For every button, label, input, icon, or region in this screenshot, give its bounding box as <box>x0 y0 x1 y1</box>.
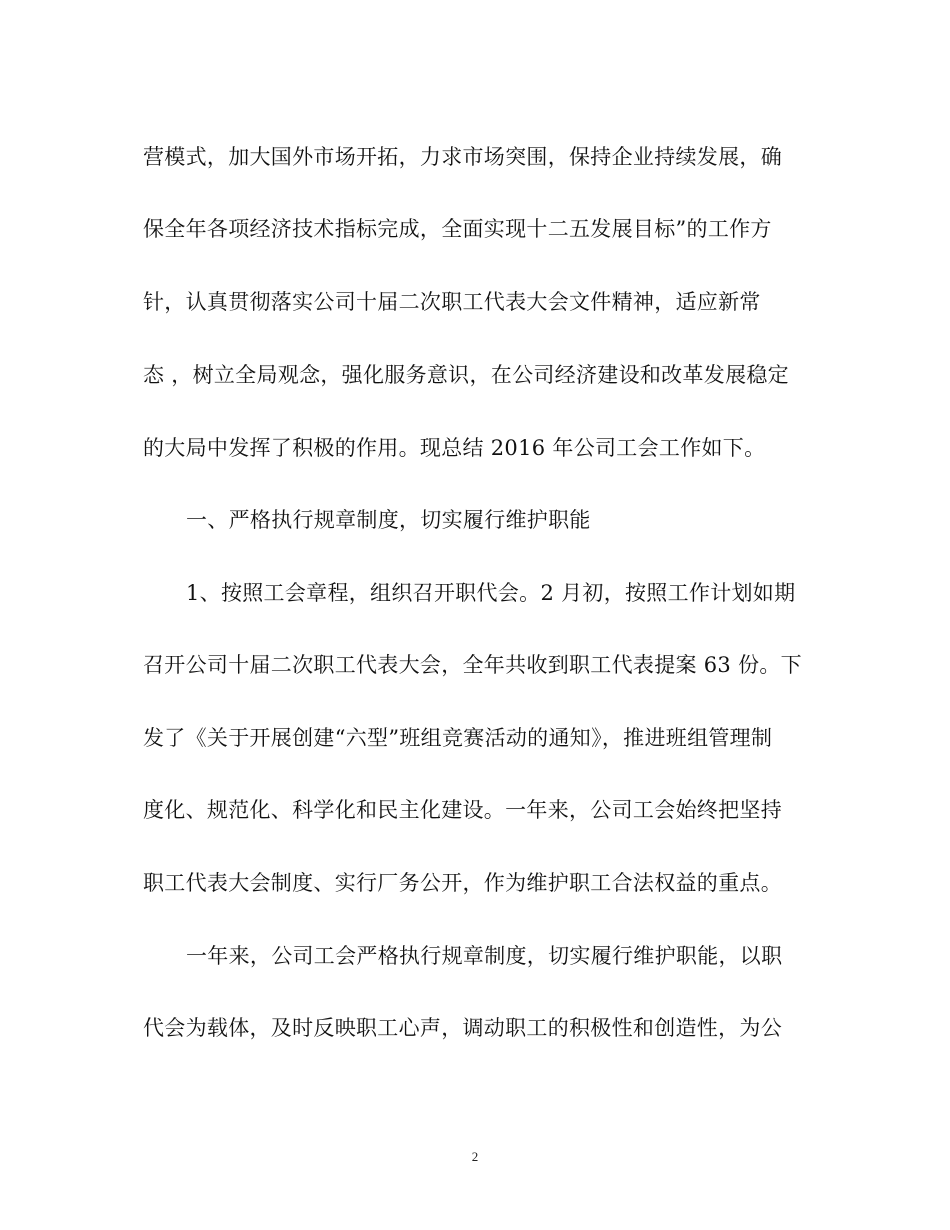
paragraph-line: 针，认真贯彻落实公司十届二次职工代表大会文件精神，适应新常 <box>143 290 761 314</box>
paragraph-line: 营模式，加大国外市场开拓，力求市场突围，保持企业持续发展，确 <box>143 145 782 169</box>
paragraph-line: 态 ，树立全局观念，强化服务意识，在公司经济建设和改革发展稳定 <box>143 363 789 387</box>
paragraph-line: 代会为载体，及时反映职工心声，调动职工的积极性和创造性，为公 <box>143 1016 782 1040</box>
section-heading: 一、严格执行规章制度，切实履行维护职能 <box>186 508 591 532</box>
paragraph-line: 一年来，公司工会严格执行规章制度，切实履行维护职能，以职 <box>186 944 783 968</box>
paragraph-line: 召开公司十届二次职工代表大会，全年共收到职工代表提案 63 份。下 <box>143 653 802 677</box>
paragraph-line: 度化、规范化、科学化和民主化建设。一年来，公司工会始终把坚持 <box>143 798 782 822</box>
paragraph-line: 1、按照工会章程，组织召开职代会。2 月初，按照工作计划如期 <box>186 581 796 605</box>
paragraph-line: 职工代表大会制度、实行厂务公开，作为维护职工合法权益的重点。 <box>143 871 782 895</box>
paragraph-line: 发了《关于开展创建“六型”班组竞赛活动的通知》，推进班组管理制 <box>143 726 773 750</box>
paragraph-line: 保全年各项经济技术指标完成，全面实现十二五发展目标”的工作方 <box>143 217 772 241</box>
page-number: 2 <box>471 1149 479 1164</box>
paragraph-line: 的大局中发挥了积极的作用。现总结 2016 年公司工会工作如下。 <box>143 436 766 460</box>
